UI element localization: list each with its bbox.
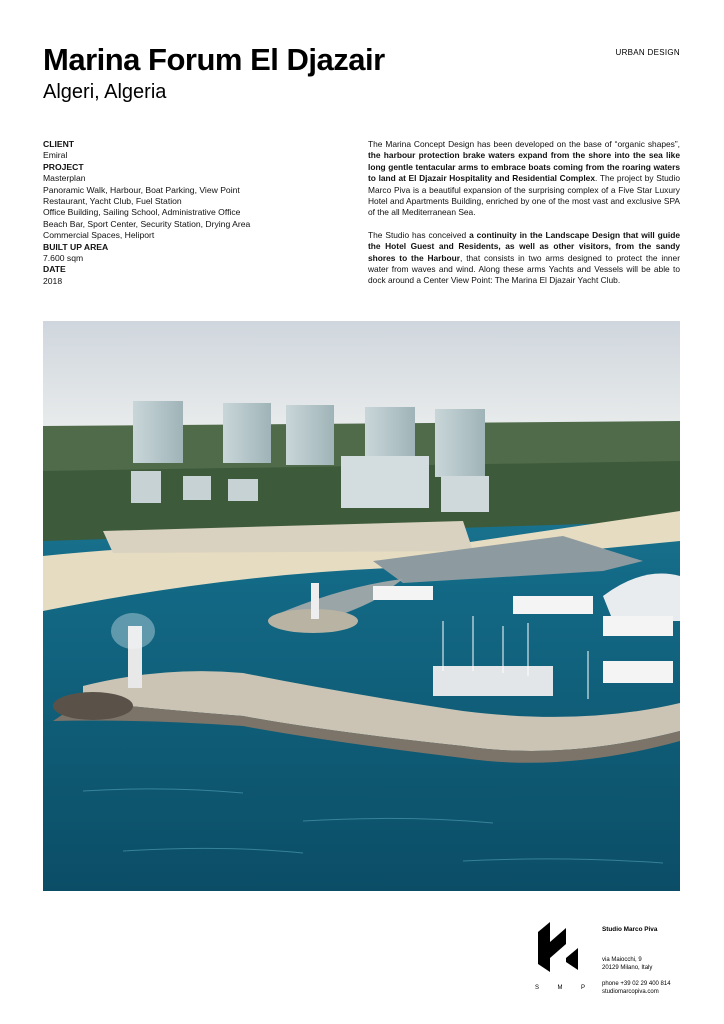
date-value: 2018 bbox=[43, 275, 63, 286]
client-label: CLIENT bbox=[43, 139, 75, 149]
smp-logo bbox=[536, 918, 580, 972]
studio-contact bbox=[602, 980, 671, 997]
area-label: BUILT UP AREA bbox=[43, 241, 109, 252]
website-link: studiomarcopiva.com bbox=[602, 989, 659, 996]
logo-letters: S M P bbox=[535, 985, 585, 991]
render-illustration bbox=[43, 321, 680, 891]
client-value: Emiral bbox=[43, 150, 68, 161]
project-label: PROJECT bbox=[43, 161, 84, 172]
project-location: Algeri, Algeria bbox=[43, 81, 167, 103]
area-value: 7.600 sqm bbox=[43, 253, 84, 264]
studio-name: Studio Marco Piva bbox=[602, 926, 658, 933]
project-item: Panoramic Walk, Harbour, Boat Parking, View Point bbox=[43, 184, 240, 195]
description-paragraph-1: The Marina Concept Design has been developed on the base of “organic shapes”, the harbour protection brake waters expand from the shore into the sea like long gentle tentacular arms to embrace boats coming from the roaring waters to land at El Djazair Hospitality and Residential Complex. The project by Studio Marco Piva is a beautiful expansion of the surprising complex of a Five Star Luxury Hotel and Apartments Building, enriched by one of the most vast and exclusive SPA of the all Mediterranean Sea. bbox=[368, 139, 680, 218]
category-label: URBAN DESIGN bbox=[615, 48, 680, 57]
project-item: Office Building, Sailing School, Administrative Office bbox=[43, 207, 241, 218]
marina-aerial-render bbox=[43, 321, 680, 891]
project-item: Commercial Spaces, Heliport bbox=[43, 230, 155, 241]
lighthouse bbox=[311, 583, 319, 619]
studio-address: via Maiocchi, 9 20129 Milano, Italy bbox=[602, 957, 653, 972]
page-title: Marina Forum El Djazair bbox=[43, 42, 385, 77]
description-paragraph-2: The Studio has conceived a continuity in the Landscape Design that will guide the Hotel Guest and Residents, as well as other visitors, from the sandy shores to the Harbour, that consists in two arms designed to protect the inner water from waves and wind. Along these arms Yachts and Vessels will be able to dock around a Center View Point: The Marina El Djazair Yacht Club. bbox=[368, 229, 681, 286]
date-label: DATE bbox=[43, 264, 66, 275]
project-info bbox=[43, 139, 303, 287]
project-item: Restaurant, Yacht Club, Fuel Station bbox=[43, 196, 182, 207]
phone-number: phone +39 02 29 400 814 bbox=[602, 981, 671, 987]
project-item: Masterplan bbox=[43, 173, 86, 184]
project-description bbox=[368, 139, 680, 298]
project-item: Beach Bar, Sport Center, Security Station, Drying Area bbox=[43, 218, 251, 229]
